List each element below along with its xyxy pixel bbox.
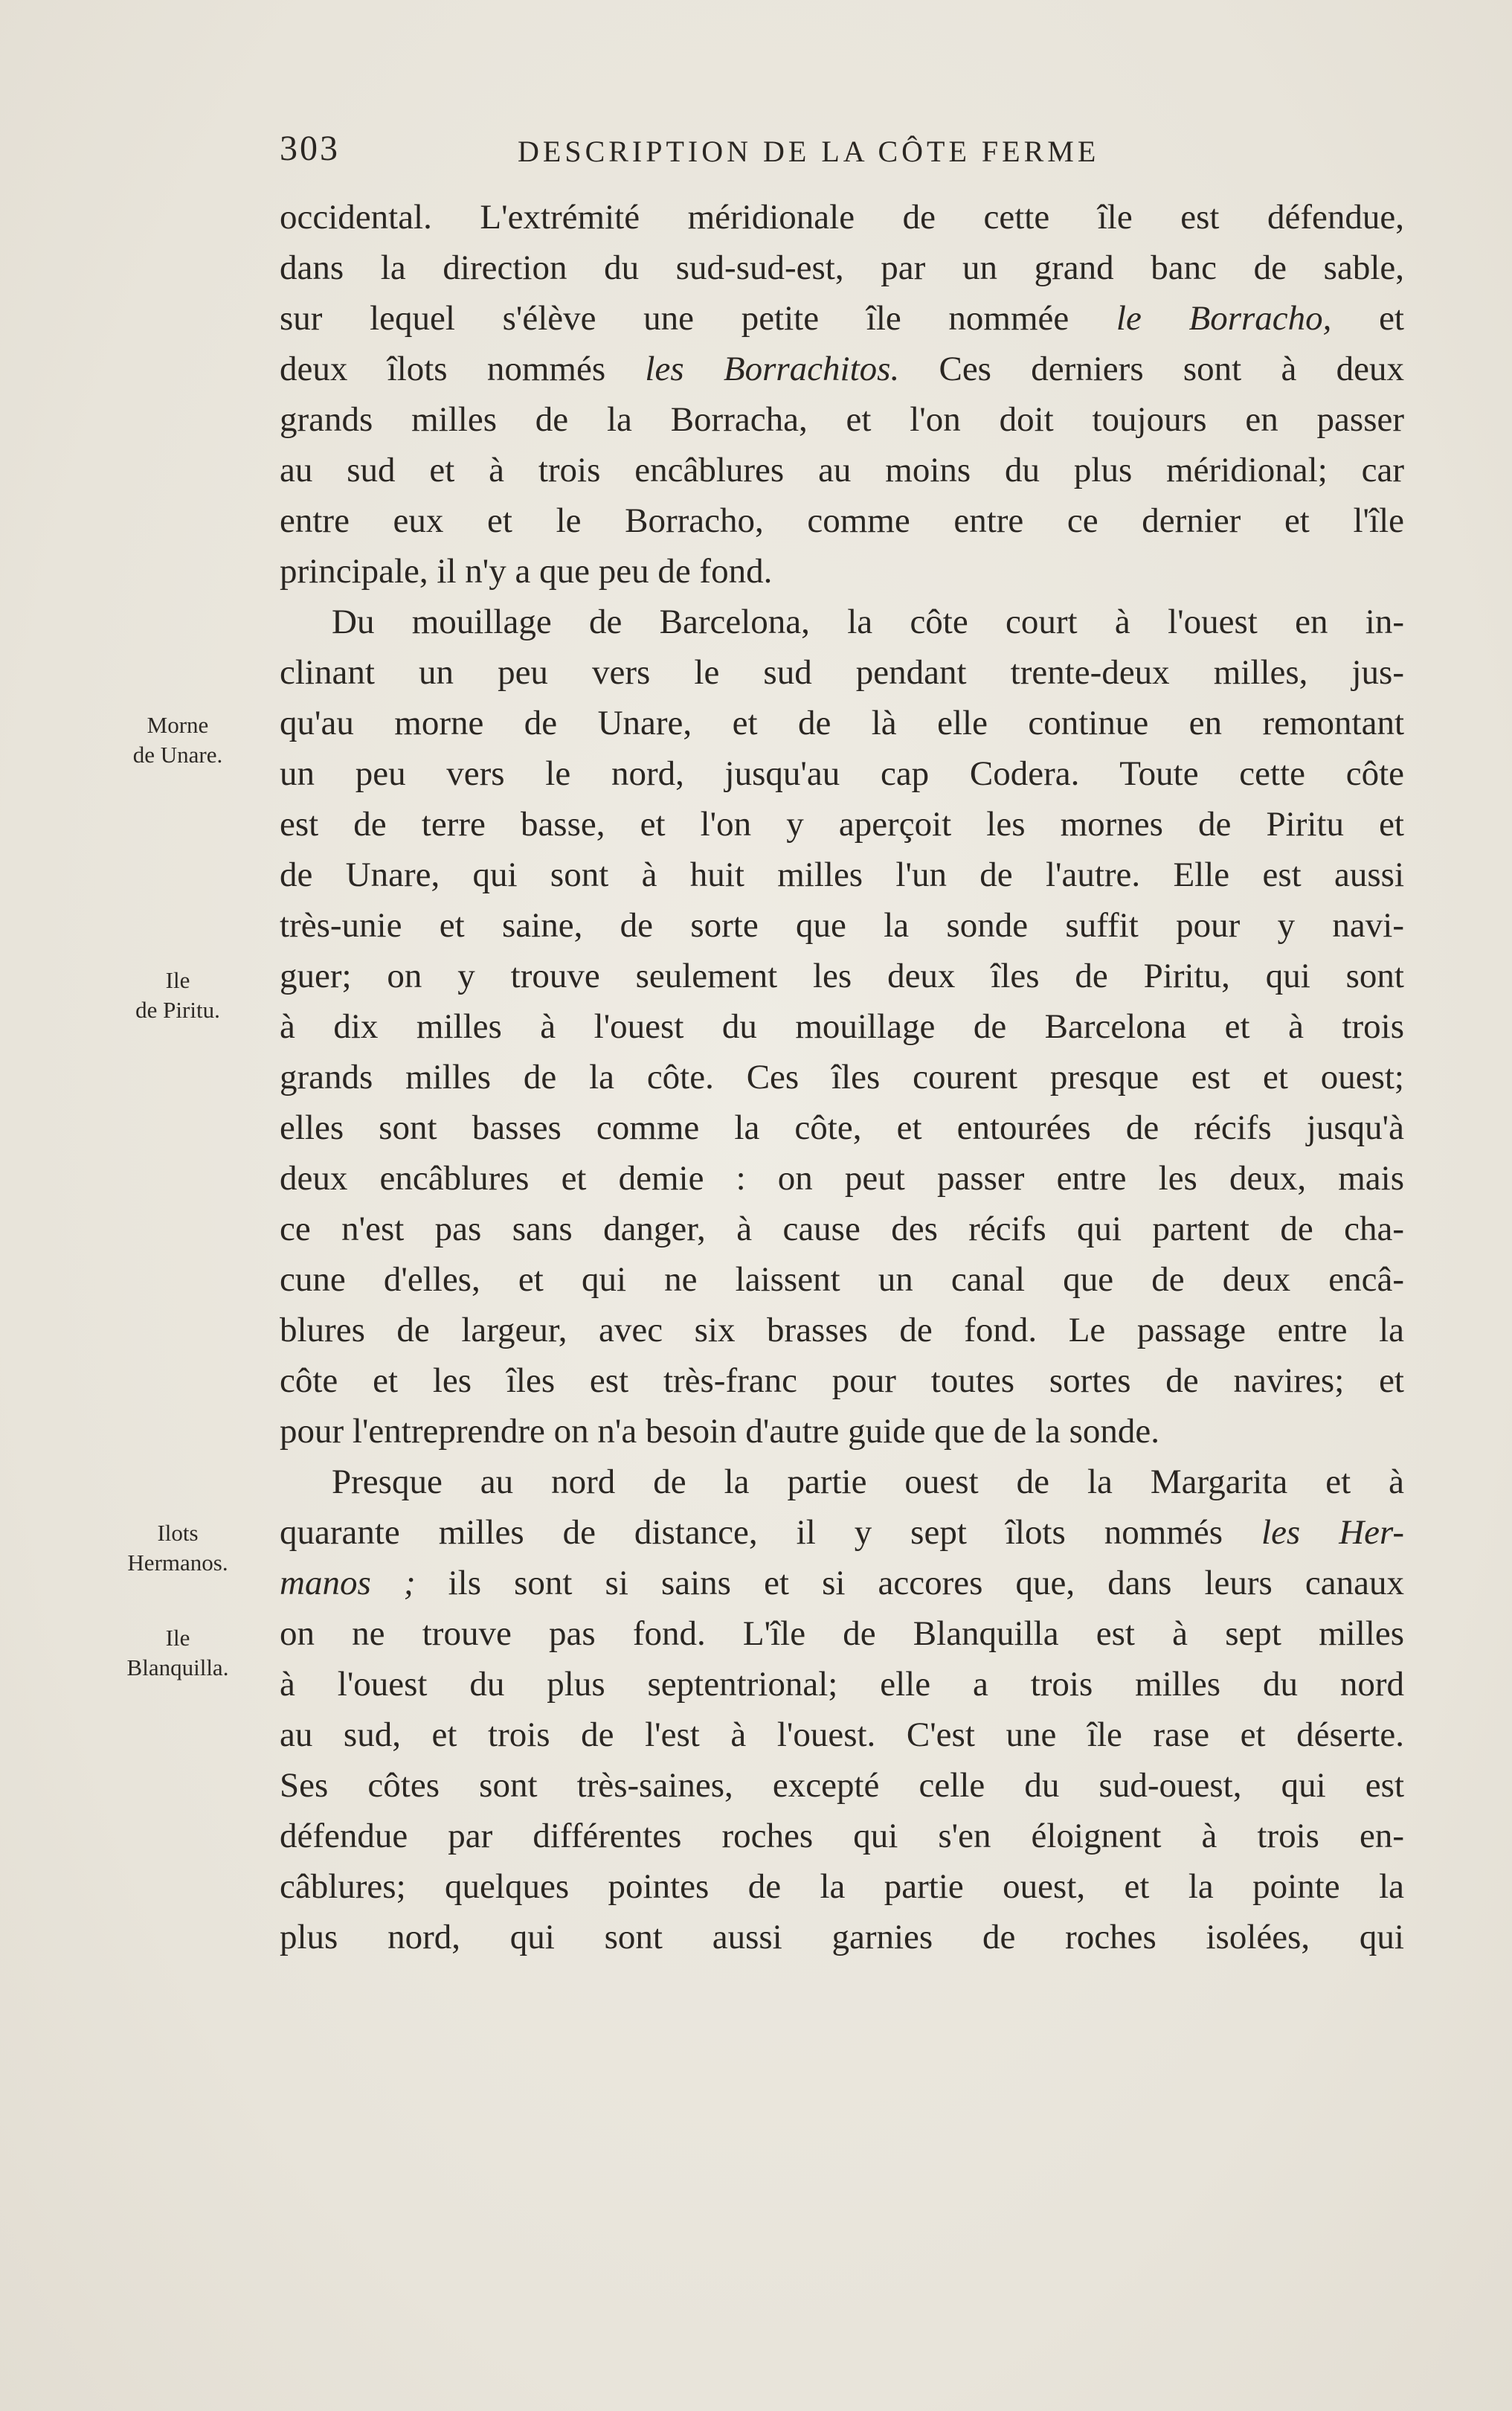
text-line: Presque au nord de la partie ouest de la Margarita et à xyxy=(332,1463,1404,1501)
text-line: qu'au morne de Unare, et de là elle continue en remontant xyxy=(280,704,1404,742)
margin-note-line: de Unare. xyxy=(132,742,223,768)
text-line: ce n'est pas sans danger, à cause des récifs qui partent de cha- xyxy=(280,1210,1404,1248)
margin-note-ilots-hermanos xyxy=(92,1518,263,1578)
margin-note-line: de Piritu. xyxy=(135,997,220,1023)
text-line: principale, il n'y a que peu de fond. xyxy=(280,552,773,591)
text-line: entre eux et le Borracho, comme entre ce dernier et l'île xyxy=(280,501,1404,540)
margin-note-morne-unare xyxy=(92,710,263,770)
margin-note-ile-blanquilla xyxy=(92,1623,263,1683)
text-line: au sud et à trois encâblures au moins du plus méridional; car xyxy=(280,451,1404,489)
margin-note-line: Blanquilla. xyxy=(126,1654,229,1680)
margin-note-ile-piritu xyxy=(92,966,263,1025)
text-line: Ses côtes sont très-saines, excepté celle du sud-ouest, qui est xyxy=(280,1766,1404,1805)
italic-name: les Borrachitos. xyxy=(645,350,900,388)
body-text xyxy=(280,192,1404,1962)
text-line: dans la direction du sud-sud-est, par un grand banc de sable, xyxy=(280,248,1404,287)
text-line: pour l'entreprendre on n'a besoin d'autre guide que de la sonde. xyxy=(280,1412,1160,1451)
text-line: deux îlots nommés les Borrachitos. Ces derniers sont à deux xyxy=(280,350,1404,388)
text-line: est de terre basse, et l'on y aperçoit les mornes de Piritu et xyxy=(280,805,1404,844)
text-line: défendue par différentes roches qui s'en éloignent à trois en- xyxy=(280,1817,1404,1855)
margin-note-line: Ile xyxy=(165,1625,190,1651)
text-line: blures de largeur, avec six brasses de fond. Le passage entre la xyxy=(280,1311,1404,1349)
text-line: clinant un peu vers le sud pendant trente-deux milles, jus- xyxy=(280,653,1404,692)
text-line: câblures; quelques pointes de la partie ouest, et la pointe la xyxy=(280,1867,1404,1906)
italic-name: les Her- xyxy=(1261,1513,1404,1552)
text-line: grands milles de la Borracha, et l'on doit toujours en passer xyxy=(280,400,1404,439)
page-header xyxy=(280,128,1408,180)
page-number: 303 xyxy=(280,129,340,168)
text-line: grands milles de la côte. Ces îles courent presque est et ouest; xyxy=(280,1058,1404,1097)
text-line: très-unie et saine, de sorte que la sonde suffit pour y navi- xyxy=(280,906,1404,945)
text-line: au sud, et trois de l'est à l'ouest. C'est une île rase et déserte. xyxy=(280,1715,1404,1754)
italic-name: manos ; xyxy=(280,1564,416,1602)
text-line: sur lequel s'élève une petite île nommée le Borracho, et xyxy=(280,299,1404,338)
text-line: occidental. L'extrémité méridionale de cette île est défendue, xyxy=(280,198,1404,237)
text-line: cune d'elles, et qui ne laissent un canal que de deux encâ- xyxy=(280,1260,1404,1299)
margin-note-line: Ile xyxy=(165,967,190,993)
text-line: quarante milles de distance, il y sept îlots nommés les Her- xyxy=(280,1513,1404,1552)
text-line: guer; on y trouve seulement les deux îles de Piritu, qui sont xyxy=(280,957,1404,995)
text-line: manos ; ils sont si sains et si accores que, dans leurs canaux xyxy=(280,1564,1404,1602)
text-line: elles sont basses comme la côte, et entourées de récifs jusqu'à xyxy=(280,1108,1404,1147)
text-line: à dix milles à l'ouest du mouillage de Barcelona et à trois xyxy=(280,1007,1404,1046)
text-line: deux encâblures et demie : on peut passer entre les deux, mais xyxy=(280,1159,1404,1198)
running-head: DESCRIPTION DE LA CÔTE FERME xyxy=(518,135,1100,168)
margin-note-line: Morne xyxy=(147,712,209,738)
margin-note-line: Ilots xyxy=(157,1520,199,1546)
text-line: Du mouillage de Barcelona, la côte court à l'ouest en in- xyxy=(332,603,1404,641)
text-line: on ne trouve pas fond. L'île de Blanquilla est à sept milles xyxy=(280,1614,1404,1653)
italic-name: le Borracho, xyxy=(1116,299,1332,338)
text-line: côte et les îles est très-franc pour toutes sortes de navires; et xyxy=(280,1361,1404,1400)
text-line: de Unare, qui sont à huit milles l'un de l'autre. Elle est aussi xyxy=(280,855,1404,894)
text-line: plus nord, qui sont aussi garnies de roches isolées, qui xyxy=(280,1918,1404,1956)
text-line: à l'ouest du plus septentrional; elle a trois milles du nord xyxy=(280,1665,1404,1704)
margin-note-line: Hermanos. xyxy=(127,1550,228,1576)
text-line: un peu vers le nord, jusqu'au cap Codera. Toute cette côte xyxy=(280,754,1404,793)
